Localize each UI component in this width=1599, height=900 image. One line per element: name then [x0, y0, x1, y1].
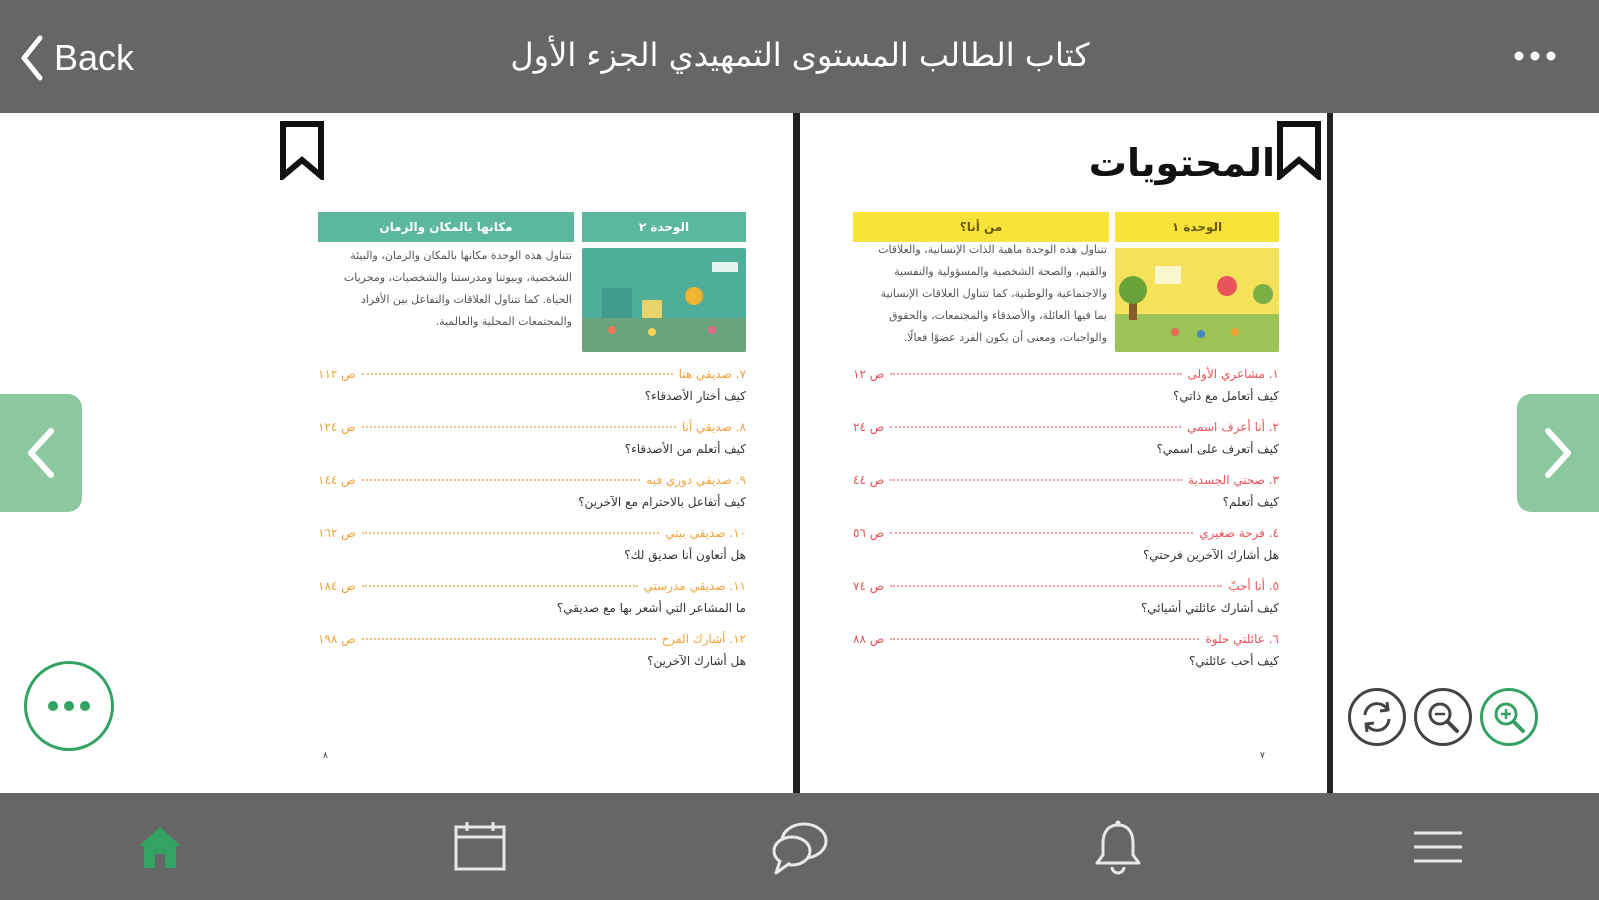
toc-item[interactable]	[853, 522, 1279, 575]
page-number: ٧	[1260, 751, 1265, 761]
toc-item-question: ما المشاعر التي أشعر بها مع صديقي؟	[556, 601, 746, 615]
unit-description-line: والمجتمعات المحلية والعالمية.	[435, 315, 572, 328]
unit-description-line: الحياة. كما تتناول العلاقات والتفاعل بين الأفراد	[360, 293, 572, 306]
toc-item[interactable]	[318, 363, 746, 416]
unit-label-banner: الوحدة ١	[1115, 212, 1279, 242]
toc-item-question: كيف أتعامل مع ذاتي؟	[1172, 389, 1279, 403]
unit-description	[318, 245, 572, 333]
zoom-in-button[interactable]	[1480, 688, 1538, 746]
tab-menu[interactable]	[1378, 793, 1498, 900]
toc-item-question: هل أتعاون أنا صديق لك؟	[624, 548, 746, 562]
tab-home[interactable]	[100, 793, 220, 900]
toc-item[interactable]	[318, 575, 746, 628]
ellipsis-icon-dot	[48, 701, 58, 711]
toc-item[interactable]	[853, 469, 1279, 522]
toc-item-page: ص ٥٦	[853, 526, 885, 540]
bell-icon	[1093, 819, 1143, 875]
toc-item-title: ١. مشاعري الأولى	[1187, 367, 1279, 381]
chevron-right-icon	[1538, 423, 1578, 483]
toc-item-page: ص ٢٤	[853, 420, 885, 434]
home-icon	[135, 822, 185, 872]
ellipsis-icon-dot	[80, 701, 90, 711]
unit-description-line: والاجتماعية والوطنية، كما تتناول العلاقات الإنسانية	[880, 287, 1107, 300]
top-bar	[0, 0, 1599, 113]
toc-item-title: ٢. أنا أعرف اسمي	[1187, 420, 1279, 434]
ellipsis-icon-dot	[64, 701, 74, 711]
toc-item[interactable]	[318, 469, 746, 522]
toc-item[interactable]	[318, 416, 746, 469]
toc-item-title: ٣. صحتي الجسدية	[1188, 473, 1279, 487]
toc-item-question: كيف أتفاعل بالاحترام مع الآخرين؟	[578, 495, 746, 509]
toc-item-question: هل أشارك الآخرين؟	[647, 654, 746, 668]
chevron-left-icon	[18, 34, 46, 82]
toc-item-title: ١١. صديقي مدرستي	[643, 579, 746, 593]
toc-item-title: ٩. صديقي دوري فيه	[646, 473, 746, 487]
toc-item-title: ٨. صديقي أنا	[681, 420, 746, 434]
chat-icon	[770, 817, 830, 877]
toc-item-page: ص ١١٢	[318, 367, 356, 381]
unit-description	[853, 239, 1107, 349]
next-page-button[interactable]	[1517, 394, 1599, 512]
toc-item-title: ٥. أنا أحبّ	[1228, 579, 1279, 593]
ellipsis-icon[interactable]	[1511, 44, 1559, 68]
toc-item[interactable]	[853, 628, 1279, 681]
book-page-left[interactable]	[0, 113, 793, 793]
unit-description-line: والواجبات، ومعنى أن يكون الفرد عضوًا فعالًا.	[903, 331, 1107, 344]
toc-item[interactable]	[853, 416, 1279, 469]
previous-page-button[interactable]	[0, 394, 82, 512]
page-edge	[1327, 113, 1333, 793]
book-viewer[interactable]	[0, 113, 1599, 793]
menu-icon	[1412, 827, 1464, 867]
unit-illustration	[582, 248, 746, 352]
zoom-in-icon	[1489, 697, 1529, 737]
toc-item[interactable]	[318, 522, 746, 575]
book-page-right[interactable]	[800, 113, 1327, 793]
book-title: كتاب الطالب المستوى التمهيدي الجزء الأول	[510, 36, 1090, 74]
toc-item-title: ٤. فرحة صغيري	[1199, 526, 1279, 540]
unit-illustration	[1115, 248, 1279, 352]
toc-item-page: ص ٤٤	[853, 473, 885, 487]
toc-item[interactable]	[318, 628, 746, 681]
toc-item-question: هل أشارك الآخرين فرحتي؟	[1142, 548, 1279, 562]
unit-theme-banner: من أنا؟	[853, 212, 1109, 242]
toc-item-page: ص ١٢٤	[318, 420, 356, 434]
toc-item-page: ص ٨٨	[853, 632, 885, 646]
toc-item-question: كيف أحب عائلتي؟	[1188, 654, 1279, 668]
back-label: Back	[54, 37, 135, 78]
unit-description-line: بما فيها العائلة، والأصدقاء والمجتمعات، والحقوق	[888, 309, 1107, 322]
unit-theme-banner: مكانها بالمكان والزمان	[318, 212, 574, 242]
more-options-button[interactable]	[24, 661, 114, 751]
toc-item-question: كيف أشارك عائلتي أشيائي؟	[1140, 601, 1279, 615]
toc-item-page: ص ١٩٨	[318, 632, 356, 646]
unit-description-line: تتناول هذه الوحدة مكانها بالمكان والزمان، والبيئة	[350, 249, 572, 262]
zoom-out-button[interactable]	[1414, 688, 1472, 746]
tab-notifications[interactable]	[1058, 793, 1178, 900]
toc-item[interactable]	[853, 575, 1279, 628]
rotate-icon	[1357, 697, 1397, 737]
unit-label-banner: الوحدة ٢	[582, 212, 746, 242]
table-of-contents	[318, 363, 746, 681]
back-button[interactable]	[18, 30, 134, 86]
toc-item-question: كيف أختار الأصدقاء؟	[644, 389, 746, 403]
toc-item-page: ص ٧٤	[853, 579, 885, 593]
toc-item-title: ٦. عائلتي حلوة	[1205, 632, 1279, 646]
toc-item-page: ص ١٤٤	[318, 473, 356, 487]
bottom-tab-bar	[0, 793, 1599, 900]
rotate-button[interactable]	[1348, 688, 1406, 746]
calendar-icon	[453, 820, 507, 874]
toc-item-page: ص ١٦٢	[318, 526, 356, 540]
book-spine	[793, 113, 800, 793]
toc-item-title: ٧. صديقي هنا	[678, 367, 746, 381]
tab-chat[interactable]	[740, 793, 860, 900]
toc-item-title: ١٢. أشارك الفرح	[661, 632, 746, 646]
zoom-out-icon	[1423, 697, 1463, 737]
toc-item-page: ص ١٢	[853, 367, 885, 381]
unit-description-line: والقيم، والصحة الشخصية والمسؤولية والنفسية	[894, 265, 1107, 278]
tab-calendar[interactable]	[420, 793, 540, 900]
toc-item-title: ١٠. صديقي بيتي	[665, 526, 746, 540]
toc-item-question: كيف أتعلم؟	[1222, 495, 1279, 509]
toc-item-question: كيف أتعلم من الأصدقاء؟	[624, 442, 746, 456]
bookmark-icon[interactable]	[1276, 120, 1322, 180]
toc-item-question: كيف أتعرف على اسمي؟	[1156, 442, 1279, 456]
toc-item-page: ص ١٨٤	[318, 579, 356, 593]
unit-description-line: الشخصية، وبيوتنا ومدرستنا والشخصيات، ومجريات	[343, 271, 572, 284]
bookmark-icon[interactable]	[279, 120, 325, 180]
chevron-left-icon	[21, 423, 61, 483]
toc-item[interactable]	[853, 363, 1279, 416]
unit-description-line: تتناول هذه الوحدة ماهية الذات الإنسانية، والعلاقات	[878, 243, 1107, 256]
page-number: ٨	[323, 751, 328, 761]
contents-heading: المحتويات	[1088, 141, 1275, 185]
table-of-contents	[853, 363, 1279, 681]
